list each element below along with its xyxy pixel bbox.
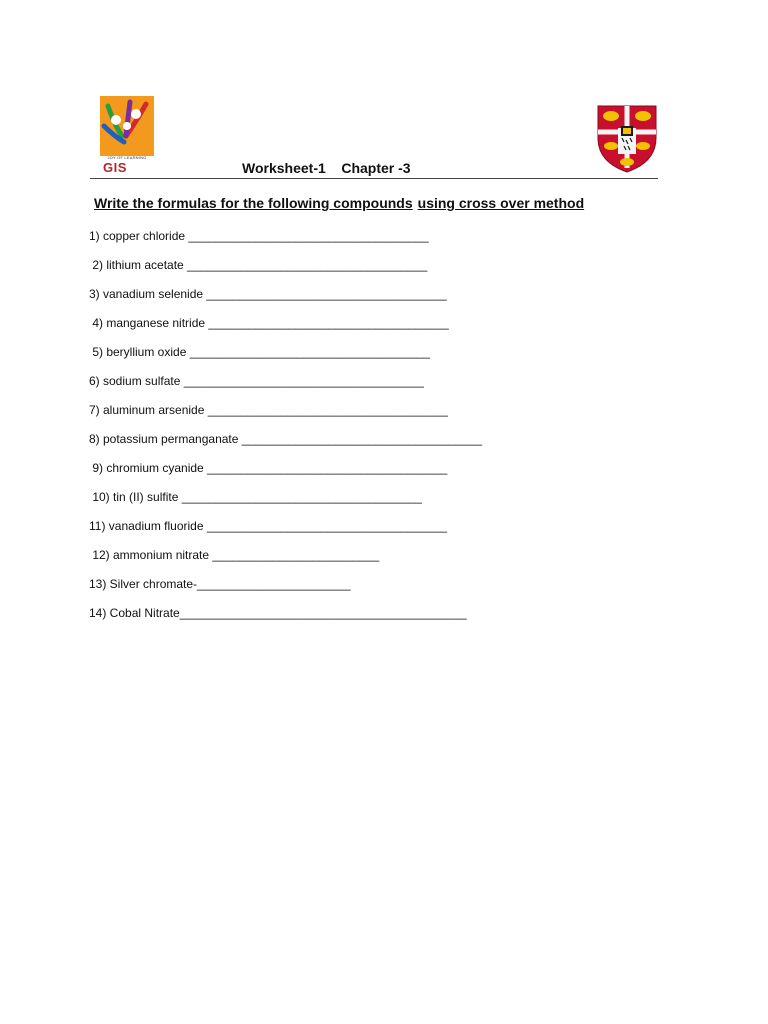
worksheet-number: Worksheet-1 — [242, 160, 326, 176]
question-item: 7) aluminum arsenide ____________________________________ — [89, 403, 448, 417]
question-item: 8) potassium permanganate ____________________________________ — [89, 432, 483, 446]
question-item: 1) copper chloride ____________________________________ — [89, 229, 429, 243]
gis-logo-tagline: JOY OF LEARNING — [107, 155, 147, 160]
gis-logo — [100, 96, 154, 176]
question-item: 9) chromium cyanide ____________________________________ — [89, 461, 448, 475]
instruction-part2: using cross over method — [417, 195, 585, 211]
question-item: 10) tin (II) sulfite ____________________________________ — [89, 490, 422, 504]
question-item: 2) lithium acetate ____________________________________ — [89, 258, 428, 272]
question-item: 11) vanadium fluoride ____________________________________ — [89, 519, 448, 533]
chapter-number: Chapter -3 — [341, 160, 411, 176]
instruction-heading — [94, 195, 584, 211]
worksheet-title — [242, 160, 411, 176]
instruction-part1: Write the formulas for the following compounds — [94, 195, 413, 211]
question-item: 5) beryllium oxide ____________________________________ — [89, 345, 430, 359]
question-item: 14) Cobal Nitrate___________________________________________ — [89, 606, 467, 620]
gis-logo-text: GIS — [103, 160, 127, 175]
gis-logo-tile — [100, 96, 154, 156]
header-divider — [90, 178, 658, 179]
question-item: 13) Silver chromate-_______________________ — [89, 577, 351, 591]
joy-figures-icon — [100, 96, 154, 156]
question-item: 12) ammonium nitrate _________________________ — [89, 548, 380, 562]
question-item: 6) sodium sulfate ____________________________________ — [89, 374, 424, 388]
question-item: 4) manganese nitride ____________________________________ — [89, 316, 449, 330]
question-item: 3) vanadium selenide ____________________________________ — [89, 287, 447, 301]
coat-of-arms-icon — [596, 104, 658, 174]
